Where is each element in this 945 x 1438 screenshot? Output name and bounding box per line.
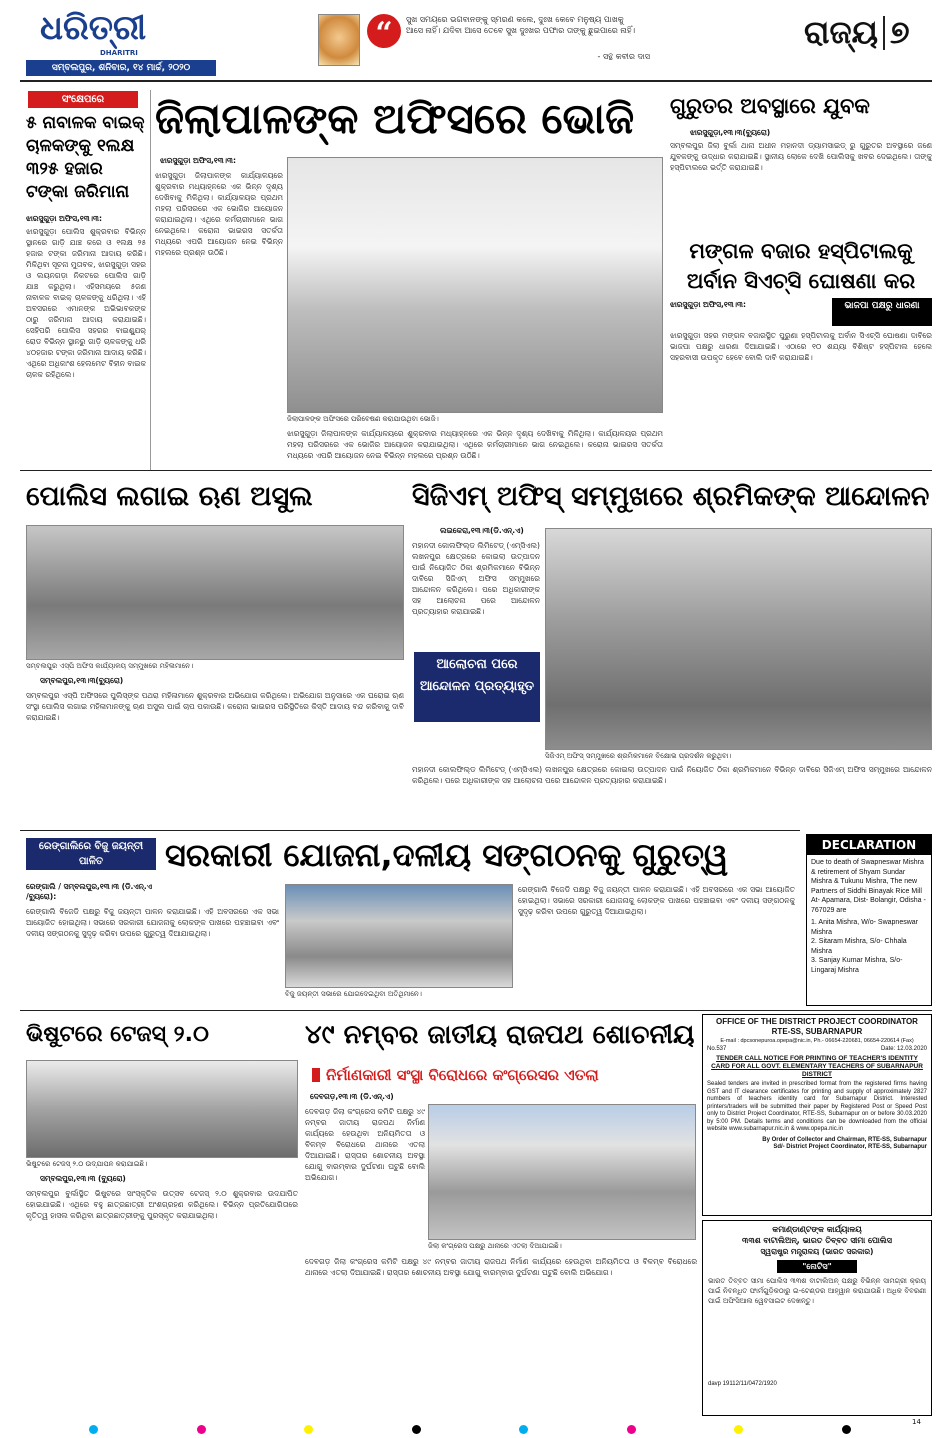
story1-photo xyxy=(287,157,663,413)
story4-headline: ପୋଲିସ ଲଗାଇ ଋଣ ଅସୁଲ xyxy=(26,481,313,512)
section-rule-2 xyxy=(20,830,800,831)
story6-body-col1: ରେଙ୍ଗାଲି ବିଜେଡି ପକ୍ଷରୁ ବିଜୁ ଜୟନ୍ତୀ ପାଳନ କରାଯାଇଛି। ଏହି ଅବସରରେ ଏକ ସଭା ଆୟୋଜିତ ହୋଇଥିଲା। ସଭାରେ ସରକାରୀ ଯୋଜନାକୁ ଲୋକଙ୍କ ପାଖରେ ପହଞ୍ଚାଇବା ଏବଂ ଦଳୀୟ ସଙ୍ଗଠନକୁ ସୁଦୃଢ଼ କରିବା ଉପରେ ଗୁରୁତ୍ୱ ଦିଆଯାଇଥିଲା। xyxy=(26,907,279,938)
section-divider xyxy=(883,16,885,50)
story4-body: ସମ୍ବଲପୁର ଏସ୍‌ପି ଅଫିସରେ ପୁଲିସ୍‌ଙ୍କ ପଥରା ମହିଳାମାନେ ଶୁକ୍ରବାର ଅଭିଯୋଗ କରିଥିଲେ। ଅଭିଯୋଗ ଅନୁସାରେ ଏକ ଘରୋଇ ଋଣ ସଂସ୍ଥା ପୋଲିସ ଲଗାଇ ମହିଳାମାନଙ୍କୁ ଋଣ ଅସୁଲ ପାଇଁ ଚାପ ପକାଉଛି। କରୋନା ଭାଇରସ ପରିସ୍ଥିତିରେ କିସ୍ତି ଆଦାୟ ବନ୍ଦ କରିବାକୁ ଦାବି କରାଯାଇଛି। xyxy=(26,691,404,722)
story8-body-col2: ଦେବଗଡ଼ ଜିଲା କଂଗ୍ରେସ କମିଟି ପକ୍ଷରୁ ୪୯ ନମ୍ବର ଜାତୀୟ ରାଜପଥ ନିର୍ମାଣ କାର୍ଯ୍ୟରେ ହେଉଥିବା ଅନିୟମିତତା ଓ ବିଳମ୍ବ ବିରୋଧରେ ଥାନାରେ ଏତଲା ଦିଆଯାଇଛି। ରାସ୍ତାର ଶୋଚନୀୟ ଅବସ୍ଥା ଯୋଗୁ ବାରମ୍ବାର ଦୁର୍ଘଟଣା ଘଟୁଛି ବୋଲି ଅଭିଯୋଗ। xyxy=(305,1257,697,1277)
declaration-partner-2: 2. Sitaram Mishra, S/o- Chhala Mishra xyxy=(811,938,907,955)
story7-headline: ଭିଷୁଟରେ ଟେଜସ୍ ୨.୦ xyxy=(26,1022,209,1047)
declaration-partner-3: 3. Sanjay Kumar Mishra, S/o- Lingaraj Mishra xyxy=(811,957,903,974)
brief-dateline: ଝାରସୁଗୁଡ଼ା ଅଫିସ,୧୩।୩: xyxy=(26,214,102,223)
story5-photo xyxy=(545,528,932,750)
itbp-head1: କମାଣ୍ଡାଣ୍ଟଙ୍କ କାର୍ଯ୍ୟାଳୟ xyxy=(772,1225,862,1234)
logo: ଧରିତ୍ରୀ xyxy=(40,8,147,48)
itbp-body: ଭାରତ ତିବ୍ବତ ସୀମା ପୋଲିସ ୩୩ଶ ବାଟାଲିଅନ୍ ପକ୍ଷରୁ ବିଭିନ୍ନ ସାମଗ୍ରୀ କ୍ରୟ ପାଇଁ ନିବନ୍ଧିତ ଫାର୍ମଗୁଡ଼ିକଠାରୁ ଇ-ଟେଣ୍ଡର ଆହ୍ୱାନ କରାଯାଉଛି। ଅଧିକ ବିବରଣୀ ପାଇଁ ଅଫିସିଆଲ ୱେବସାଇଟ ଦେଖନ୍ତୁ। xyxy=(708,1277,926,1305)
brief-headline: ୫ ନାବାଳକ ବାଇକ୍ ଚାଳକଙ୍କୁ ୧ଲକ୍ଷ ୩୨୫ ହଜାର ଟଙ୍କା ଜରିମାନା xyxy=(26,113,145,202)
declaration-partner-1: 1. Anita Mishra, W/o- Swapneswar Mishra xyxy=(811,919,918,936)
quote-author: - ସନ୍ଥ କବୀର ଦାସ xyxy=(597,52,650,61)
tender-email: E-mail : dpcsonepuroa.opepa@nic.in, Ph.- 06654-220681, 06654-220614 (Fax) xyxy=(720,1038,914,1044)
story2-dateline: ଝାରସୁଗୁଡ଼ା,୧୩।୩(ବ୍ୟୁରୋ) xyxy=(690,128,771,137)
story6-body-col2: ରେଙ୍ଗାଲି ବିଜେଡି ପକ୍ଷରୁ ବିଜୁ ଜୟନ୍ତୀ ପାଳନ କରାଯାଇଛି। ଏହି ଅବସରରେ ଏକ ସଭା ଆୟୋଜିତ ହୋଇଥିଲା। ସଭାରେ ସରକାରୀ ଯୋଜନାକୁ ଲୋକଙ୍କ ପାଖରେ ପହଞ୍ଚାଇବା ଏବଂ ଦଳୀୟ ସଙ୍ଗଠନକୁ ସୁଦୃଢ଼ କରିବା ଉପରେ ଗୁରୁତ୍ୱ ଦିଆଯାଇଥିଲା। xyxy=(518,885,795,916)
logo-subtext: DHARITRI xyxy=(100,49,138,57)
story6-photo xyxy=(285,884,513,988)
tender-sign2: Sd/- District Project Coordinator, RTE-SS, Subarnapur xyxy=(773,1144,927,1150)
story1-headline: ଜିଲାପାଳଙ୍କ ଅଫିସରେ ଭୋଜି xyxy=(155,94,635,143)
masthead-dateline: ସମ୍ବଲପୁର, ଶନିବାର, ୧୪ ମାର୍ଚ୍ଚ, ୨୦୨୦ xyxy=(26,60,216,76)
masthead-rule xyxy=(20,80,932,82)
story7-caption: ଭିଷୁଟରେ ଟେଜସ୍ ୨.୦ ଉଦ୍‌ଯାପନ କରାଯାଇଛି। xyxy=(26,1160,148,1168)
story3-body: ଝାରସୁଗୁଡ଼ା ସହର ମଙ୍ଗଳ ବଜାରସ୍ଥିତ ପୁରୁଣା ହସ୍ପିଟାଲକୁ ଅର୍ବାନ ସିଏଚ୍‌ସି ଘୋଷଣା ଦାବିରେ ଭାଜପା ପକ୍ଷରୁ ଧାରଣା ଦିଆଯାଇଛି। ଏଠାରେ ୧୦ ଶଯ୍ୟା ବିଶିଷ୍ଟ ହସ୍ପିଟାଲ ହେଲେ ସହରବାସୀ ଉପକୃତ ହେବେ ବୋଲି ଦାବି କରାଯାଇଛି। xyxy=(670,331,932,362)
story2-body: ସମ୍ବଲପୁର ଜିଲା ବୁର୍ଲା ଥାନା ଅଧୀନ ମହାନଦୀ ଡ୍ୟାମସାଇଡ୍ ରୁ ଗୁରୁତର ଅବସ୍ଥାରେ ଜଣେ ଯୁବକଙ୍କୁ ଉଦ୍ଧାର କରାଯାଇଛି। ସ୍ଥାନୀୟ ଲୋକେ ଦେଖି ପୋଲିସକୁ ଖବର ଦେଇଥିଲେ। ତାଙ୍କୁ ହସ୍ପିଟାଲରେ ଭର୍ତ୍ତି କରାଯାଇଛି। xyxy=(670,141,932,172)
cyan-mark-icon xyxy=(89,1425,98,1434)
itbp-footer: davp 19112/11/0472/1920 xyxy=(708,1381,777,1387)
tender-body: Sealed tenders are invited in prescribed format from the registered firms having GST and IT clearance certificates for printing and supply of approximately 2827 numbers of teachers identity card for Subarnapur District. Interested printers/traders will be submitted their paper by Registered Post or Speed Post only to District Project Coordinator, RTE-SS, Subarnapur on or before 30.03.2020 by 5:00 PM. Details terms and conditions can be downloaded from the official website www.subarnapur.nic.in & www.opepa.nic.in xyxy=(707,1081,927,1132)
declaration-body: Due to death of Swapneswar Mishra & retirement of Shyam Sundar Mishra & Tukunu Mishra, The new Partners of Siddhi Binayak Rice Mill At- Apamara, Dist- Bolangir, Odisha - 767029 are xyxy=(811,859,926,914)
story5-body: ମହାନଦୀ କୋଲଫିଲ୍ଡ ଲିମିଟେଡ୍ (ଏମ୍‌ସିଏଲ) ଲଖନପୁର କ୍ଷେତ୍ରରେ କୋଇଲା ଉତ୍ପାଦନ ପାଇଁ ନିୟୋଜିତ ଠିକା ଶ୍ରମିକମାନେ ବିଭିନ୍ନ ଦାବିରେ ସିଜିଏମ୍ ଅଫିସ ସମ୍ମୁଖରେ ଆନ୍ଦୋଳନ କରିଥିଲେ। ପରେ ଅଧିକାରୀଙ୍କ ସହ ଆଲୋଚନା ପରେ ଆନ୍ଦୋଳନ ପ୍ରତ୍ୟାହାର କରାଯାଇଛି। xyxy=(412,541,540,616)
story8-bullet xyxy=(312,1068,320,1082)
tender-org2: RTE-SS, SUBARNAPUR xyxy=(771,1027,863,1036)
story7-body: ସମ୍ବଲପୁର ବୁର୍ଲାସ୍ଥିତ ଭିଷୁଟରେ ସାଂସ୍କୃତିକ ଉତ୍ସବ ଟେଜସ୍ ୨.୦ ଶୁକ୍ରବାର ଉଦଯାପିତ ହୋଇଯାଇଛି। ଏଥିରେ ବହୁ ଛାତ୍ରଛାତ୍ରୀ ଅଂଶଗ୍ରହଣ କରିଥିଲେ। ବିଭିନ୍ନ ପ୍ରତିଯୋଗିତାରେ କୃତିତ୍ୱ ହାସଲ କରିଥିବା ଛାତ୍ରଛାତ୍ରୀଙ୍କୁ ପୁରସ୍କୃତ କରାଯାଇଥିଲା। xyxy=(26,1189,298,1220)
tender-meta xyxy=(707,1045,927,1053)
column-rule xyxy=(150,90,151,470)
story5-tag: ଆଲୋଚନା ପରେ ଆନ୍ଦୋଳନ ପ୍ରତ୍ୟାହୃତ xyxy=(414,652,540,722)
story5-body-lower: ମହାନଦୀ କୋଲଫିଲ୍ଡ ଲିମିଟେଡ୍ (ଏମ୍‌ସିଏଲ) ଲଖନପୁର କ୍ଷେତ୍ରରେ କୋଇଲା ଉତ୍ପାଦନ ପାଇଁ ନିୟୋଜିତ ଠିକା ଶ୍ରମିକମାନେ ବିଭିନ୍ନ ଦାବିରେ ସିଜିଏମ୍ ଅଫିସ ସମ୍ମୁଖରେ ଆନ୍ଦୋଳନ କରିଥିଲେ। ପରେ ଅଧିକାରୀଙ୍କ ସହ ଆଲୋଚନା ପରେ ଆନ୍ଦୋଳନ ପ୍ରତ୍ୟାହାର କରାଯାଇଛି। xyxy=(412,765,932,785)
itbp-title: "ନୋଟିସ" xyxy=(777,1260,857,1273)
daily-quote: ସୁଖ ସମୟରେ ଭଗବାନଙ୍କୁ ସ୍ମରଣ କଲେ, ଦୁଃଖ କେବେ ମନୁଷ୍ୟ ପାଖକୁ ଆସେ ନାହିଁ। ଯଦିବା ଆସେ ତେବେ ସୁଖ ଦୁଃଖର ପଫାର ତାଙ୍କୁ ଛୁଇପାରେ ନାହିଁ। xyxy=(406,15,636,35)
tender-date: Date: 12.03.2020 xyxy=(880,1046,927,1052)
story4-caption: ସମ୍ବଲପୁର ଏସ୍‌ପି ଅଫିସ କାର୍ଯ୍ୟାଳୟ ସମ୍ମୁଖରେ ମହିଳାମାନେ। xyxy=(26,662,194,670)
black-mark-icon-2 xyxy=(842,1425,851,1434)
story1-body-col1: ଝାରସୁଗୁଡ଼ା ଜିଲାପାଳଙ୍କ କାର୍ଯ୍ୟାଳୟରେ ଶୁକ୍ରବାର ମଧ୍ୟାହ୍ନରେ ଏକ ଭିନ୍ନ ଦୃଶ୍ୟ ଦେଖିବାକୁ ମିଳିଥିଲା। କାର୍ଯ୍ୟାଳୟର ପ୍ରଥମ ମହଲା ପରିସରରେ ଏକ ଭୋଜିର ଆୟୋଜନ କରାଯାଇଥିଲା। ଏଥିରେ କର୍ମଚାରୀମାନେ ଭାଗ ନେଇଥିଲେ। କରୋନା ଭାଇରସ ସତର୍କତା ମଧ୍ୟରେ ଏପରି ଆୟୋଜନ ନେଇ ବିଭିନ୍ନ ମହଲରେ ପ୍ରଶ୍ନ ଉଠିଛି। xyxy=(155,171,283,257)
yellow-mark-icon-2 xyxy=(734,1425,743,1434)
footer-page-number: 14 xyxy=(912,1418,921,1426)
magenta-mark-icon xyxy=(197,1425,206,1434)
tender-title: TENDER CALL NOTICE FOR PRINTING OF TEACHER'S IDENTITY CARD FOR ALL GOVT. ELEMENTARY TEACHERS OF SUBARNAPUR DISTRICT xyxy=(711,1055,923,1078)
declaration-box xyxy=(806,834,932,1006)
tender-box xyxy=(702,1014,932,1216)
story2-headline: ଗୁରୁତର ଅବସ୍ଥାରେ ଯୁବକ xyxy=(670,94,870,118)
brief-body: ଝାରସୁଗୁଡ଼ା ପୋଲିସ ଶୁକ୍ରବାର ବିଭିନ୍ନ ସ୍ଥାନରେ ଗାଡ଼ି ଯାଞ୍ଚ କରେ ଓ ୧ଲକ୍ଷ ୨୫ ହଜାର ଟଙ୍କା ଜରିମାନା ଆଦାୟ କରିଛି। ମିଳିଥିବା ସୂଚନା ମୁତାବକ, ଝାରସୁଗୁଡ଼ା ସହର ଓ ଲୟନଗଡ଼ା ନିକଟରେ ପୋଲିସ ଗାଡ଼ି ଯାଞ୍ଚ କରୁଥିଲା। ଏହିସମୟରେ ୫ଜଣ ନାବାଳକ ବାଇକ୍ ଚାଳକଙ୍କୁ ଧରିଥିଲା। ଏହି ଅବସରରେ ଏମାନଙ୍କ ଅଭିଭାବକଙ୍କ ଠାରୁ ଜରିମାନା ଆଦାୟ କରାଯାଇଛି। ସେହିପରି ପୋଲିସ ସହରର ବାଇଶ୍ଯୁର୍ ରୋଡ ବିଭିନ୍ନ ସ୍ଥାନରୁ ଗାଡ଼ି ଚାଳକଙ୍କୁ ଧରି ୪୦ହଜାର ଟଙ୍କା ଜରିମାନା ଆଦାୟ କରିଛି। ଏଥିରେ ଅଧିକାଂଶ ହେଲମେଟ ବିହୀନ ବାଇକ ଚାଳକ ରହିଥିଲେ। xyxy=(26,227,146,379)
story6-dateline: ରେଙ୍ଗାଲି / ସମ୍ବଲପୁର,୧୩।୩ (ଡି.ଏନ୍.ଏ /ବ୍ୟୁରୋ): xyxy=(26,882,152,901)
brief-tag: ସଂକ୍ଷେପରେ xyxy=(28,91,138,108)
itbp-head2: ୩୩ଶ ବାଟାଲିଅନ୍, ଭାରତ ତିବ୍ବତ ସୀମା ପୋଲିସ xyxy=(742,1236,892,1245)
itbp-head3: ସ୍ୱରାଷ୍ଟ୍ର ମନ୍ତ୍ରାଳୟ (ଭାରତ ସରକାର) xyxy=(760,1247,874,1256)
page-number: ୭ xyxy=(890,13,910,51)
story8-dateline: ଦେବଗଡ଼,୧୩।୩ (ଡି.ଏନ୍.ଏ) xyxy=(310,1092,394,1101)
story6-tag: ରେଙ୍ଗାଲିରେ ବିଜୁ ଜୟନ୍ତୀ ପାଳିତ xyxy=(26,838,156,870)
section-name: ରାଜ୍ୟ xyxy=(804,13,878,51)
story8-headline: ୪୯ ନମ୍ବର ଜାତୀୟ ରାଜପଥ ଶୋଚନୀୟ xyxy=(305,1020,695,1050)
story1-dateline: ଝାରସୁଗୁଡ଼ା ଅଫିସ,୧୩।୩: xyxy=(160,156,236,165)
tender-no: No.537 xyxy=(707,1046,727,1052)
quote-mark-icon: “ xyxy=(367,14,401,48)
black-mark-icon xyxy=(412,1425,421,1434)
story8-photo xyxy=(428,1104,696,1240)
story3-tag: ଭାଜପା ପକ୍ଷରୁ ଧାରଣା xyxy=(832,298,932,326)
section-rule-3 xyxy=(20,1010,932,1011)
story7-photo xyxy=(26,1060,298,1158)
story8-body-col1: ଦେବଗଡ଼ ଜିଲା କଂଗ୍ରେସ କମିଟି ପକ୍ଷରୁ ୪୯ ନମ୍ବର ଜାତୀୟ ରାଜପଥ ନିର୍ମାଣ କାର୍ଯ୍ୟରେ ହେଉଥିବା ଅନିୟମିତତା ଓ ବିଳମ୍ବ ବିରୋଧରେ ଥାନାରେ ଏତଲା ଦିଆଯାଇଛି। ରାସ୍ତାର ଶୋଚନୀୟ ଅବସ୍ଥା ଯୋଗୁ ବାରମ୍ବାର ଦୁର୍ଘଟଣା ଘଟୁଛି ବୋଲି ଅଭିଯୋଗ। xyxy=(305,1107,425,1182)
story5-dateline: ଲଇକେରା,୧୩।୩(ଡି.ଏନ୍.ଏ) xyxy=(440,526,524,535)
story3-headline: ମଙ୍ଗଳ ବଜାର ହସ୍ପିଟାଲକୁ ଅର୍ବାନ ସିଏଚ୍‌ସି ଘୋଷଣା କର xyxy=(686,239,916,293)
story4-dateline: ସମ୍ବଲପୁର,୧୩।୩(ବ୍ୟୁରୋ) xyxy=(40,676,124,685)
story1-body-col2: ଝାରସୁଗୁଡ଼ା ଜିଲାପାଳଙ୍କ କାର୍ଯ୍ୟାଳୟରେ ଶୁକ୍ରବାର ମଧ୍ୟାହ୍ନରେ ଏକ ଭିନ୍ନ ଦୃଶ୍ୟ ଦେଖିବାକୁ ମିଳିଥିଲା। କାର୍ଯ୍ୟାଳୟର ପ୍ରଥମ ମହଲା ପରିସରରେ ଏକ ଭୋଜିର ଆୟୋଜନ କରାଯାଇଥିଲା। ଏଥିରେ କର୍ମଚାରୀମାନେ ଭାଗ ନେଇଥିଲେ। କରୋନା ଭାଇରସ ସତର୍କତା ମଧ୍ୟରେ ଏପରି ଆୟୋଜନ ନେଇ ବିଭିନ୍ନ ମହଲରେ ପ୍ରଶ୍ନ ଉଠିଛି। xyxy=(287,429,663,460)
story6-caption: ବିଜୁ ଜୟନ୍ତୀ ସଭାରେ ଯୋଗଦେଇଥିବା ଅତିଥିମାନେ। xyxy=(285,990,422,998)
story8-caption: ଜିଲା କଂଗ୍ରେସ ପକ୍ଷରୁ ଥାନାରେ ଏତଲା ଦିଆଯାଇଛି। xyxy=(428,1242,562,1250)
story3-dateline: ଝାରସୁଗୁଡ଼ା ଅଫିସ,୧୩।୩: xyxy=(670,300,746,309)
color-registration-bar xyxy=(40,1424,900,1434)
story8-subhead: ନିର୍ମାଣକାରୀ ସଂସ୍ଥା ବିରୋଧରେ କଂଗ୍ରେସର ଏତଲା xyxy=(326,1066,599,1084)
magenta-mark-icon-2 xyxy=(627,1425,636,1434)
saint-portrait xyxy=(318,14,360,66)
tender-org: OFFICE OF THE DISTRICT PROJECT COORDINATOR xyxy=(716,1017,918,1026)
yellow-mark-icon xyxy=(304,1425,313,1434)
section-rule-1 xyxy=(20,470,932,471)
story5-headline: ସିଜିଏମ୍ ଅଫିସ୍ ସମ୍ମୁଖରେ ଶ୍ରମିକଙ୍କ ଆନ୍ଦୋଳନ xyxy=(412,481,930,512)
story1-caption: ଜିଲାପାଳଙ୍କ ଅଫିସରେ ପରିବେଷଣ କରାଯାଉଥିବା ଭୋଜି। xyxy=(287,415,439,423)
story7-dateline: ସମ୍ବଲପୁର,୧୩।୩ (ବ୍ୟୁରୋ) xyxy=(40,1174,126,1183)
tender-sign1: By Order of Collector and Chairman, RTE-SS, Subarnapur xyxy=(762,1136,927,1143)
story5-caption: ସିଜିଏମ୍ ଅଫିସ୍ ସମ୍ମୁଖରେ ଶ୍ରମିକମାନେ ବିକ୍ଷୋଭ ପ୍ରଦର୍ଶନ କରୁଥିବା। xyxy=(545,752,732,760)
story6-headline: ସରକାରୀ ଯୋଜନା,ଦଳୀୟ ସଙ୍ଗଠନକୁ ଗୁରୁତ୍ୱ xyxy=(165,836,729,874)
declaration-title: DECLARATION xyxy=(807,835,931,855)
cyan-mark-icon-2 xyxy=(519,1425,528,1434)
masthead xyxy=(0,0,945,78)
itbp-notice-box xyxy=(702,1220,932,1416)
story4-photo xyxy=(26,525,404,660)
